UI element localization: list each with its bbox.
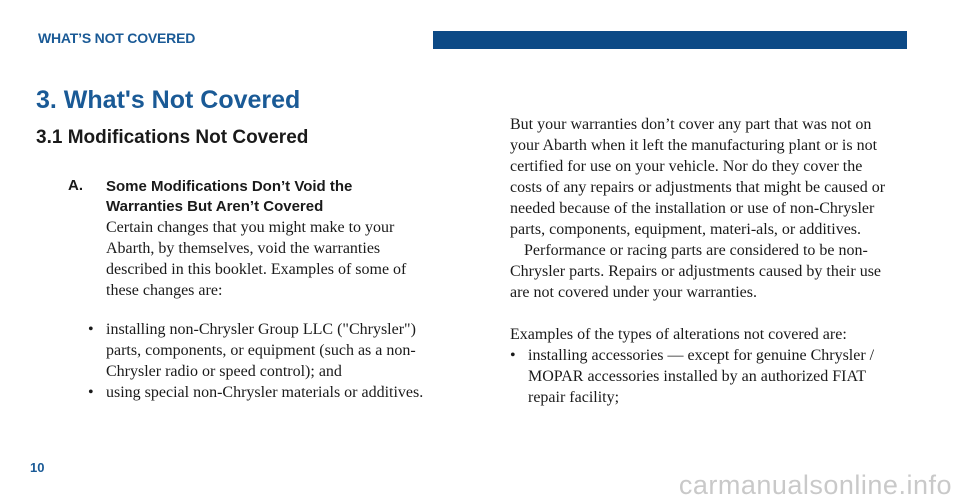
- bullet-glyph: •: [88, 384, 94, 401]
- list-item-text: installing non-Chrysler Group LLC ("Chrysler") parts, components, or equipment (such as a non-Chrysler radio or speed control); and: [106, 321, 416, 380]
- right-paragraph-2: Performance or racing parts are considered to be non-Chrysler parts. Repairs or adjustments caused by their use are not covered under your warranties.: [510, 242, 882, 301]
- watermark: carmanualsonline.info: [678, 470, 952, 500]
- subsection-paragraph: Certain changes that you might make to your Abarth, by themselves, void the warranties described in this booklet. Examples of some of these changes are:: [106, 219, 407, 299]
- list-item: [88, 319, 440, 382]
- paragraph-gap: [510, 303, 895, 324]
- left-bullet-list: [88, 319, 440, 403]
- right-paragraph-1: But your warranties don’t cover any part that was not on your Abarth when it left the manufacturing plant or is not certified for use on your vehicle. Nor do they cover the costs of any repairs or adjustments that might be caused or needed because of the installation or use of non-Chrysler parts, components, equipment, materi-als, or additives.: [510, 116, 886, 238]
- bullet-glyph: •: [88, 321, 94, 338]
- right-bullet-list: [510, 345, 895, 408]
- list-item: [510, 345, 895, 408]
- header-bar: [433, 31, 907, 49]
- subsection-heading-line1: Some Modifications Don’t Void the: [106, 178, 353, 195]
- right-column: [510, 114, 895, 408]
- subsection-letter: A.: [68, 177, 83, 194]
- bullet-glyph: •: [510, 347, 516, 364]
- page-number: 10: [30, 460, 45, 475]
- chapter-title: 3. What's Not Covered: [36, 86, 301, 114]
- subsection-heading: [106, 177, 426, 217]
- section-title: 3.1 Modifications Not Covered: [36, 127, 309, 148]
- list-item-text: using special non-Chrysler materials or additives.: [106, 384, 424, 401]
- subsection-heading-line2: Warranties But Aren’t Covered: [106, 198, 324, 215]
- right-paragraph-3: Examples of the types of alterations not covered are:: [510, 326, 847, 343]
- list-item-text: installing accessories — except for genuine Chrysler / MOPAR accessories installed by an authorized FIAT repair facility;: [528, 347, 875, 406]
- running-header-label: WHAT’S NOT COVERED: [38, 30, 196, 46]
- list-item: [88, 382, 440, 403]
